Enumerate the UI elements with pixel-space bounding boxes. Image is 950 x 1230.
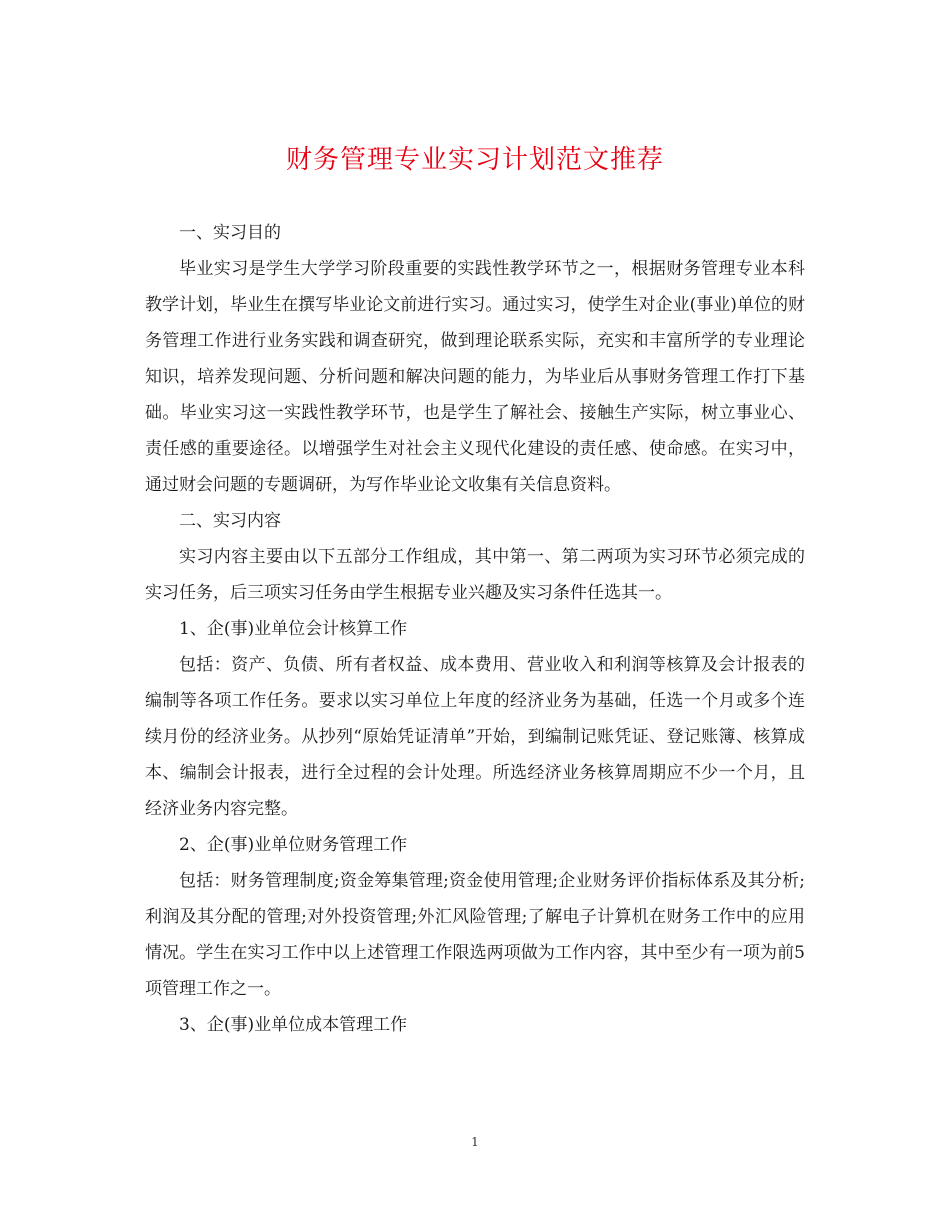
page-number: 1 [471,1135,479,1149]
heading-internship-content: 二、实习内容 [179,511,281,531]
paragraph-financial-management: 包括：财务管理制度;资金筹集管理;资金使用管理;企业财务评价指标体系及其分析;利润及其分配的管理;对外投资管理;外汇风险管理;了解电子计算机在财务工作中的应用情况。学生在实习工作中以上述管理工作限选两项做为工作内容，其中至少有一项为前5项管理工作之一。 [145,871,805,999]
paragraph-accounting-work: 包括：资产、负债、所有者权益、成本费用、营业收入和利润等核算及会计报表的编制等各项工作任务。要求以实习单位上年度的经济业务为基础，任选一个月或多个连续月份的经济业务。从抄列“原始凭证清单”开始，到编制记账凭证、登记账簿、核算成本、编制会计报表，进行全过程的会计处理。所选经济业务核算周期应不少一个月，且经济业务内容完整。 [145,655,805,819]
paragraph-purpose-text: 毕业实习是学生大学学习阶段重要的实践性教学环节之一，根据财务管理专业本科教学计划，毕业生在撰写毕业论文前进行实习。通过实习，使学生对企业(事业)单位的财务管理工作进行业务实践和调查研究，做到理论联系实际，充实和丰富所学的专业理论知识，培养发现问题、分析问题和解决问题的能力，为毕业后从事财务管理工作打下基础。毕业实习这一实践性教学环节，也是学生了解社会、接触生产实际，树立事业心、责任感的重要途径。以增强学生对社会主义现代化建设的责任感、使命感。在实习中，通过财会问题的专题调研，为写作毕业论文收集有关信息资料。 [145,259,805,495]
subheading-cost-management: 3、企(事)业单位成本管理工作 [179,1015,408,1035]
document-body [145,215,805,1043]
subheading-accounting-work: 1、企(事)业单位会计核算工作 [179,619,408,639]
document-title: 财务管理专业实习计划范文推荐 [285,145,664,175]
subheading-financial-management: 2、企(事)业单位财务管理工作 [179,835,408,855]
paragraph-content-intro: 实习内容主要由以下五部分工作组成，其中第一、第二两项为实习环节必须完成的实习任务，后三项实习任务由学生根据专业兴趣及实习条件任选其一。 [145,547,805,603]
heading-internship-purpose: 一、实习目的 [179,223,281,243]
